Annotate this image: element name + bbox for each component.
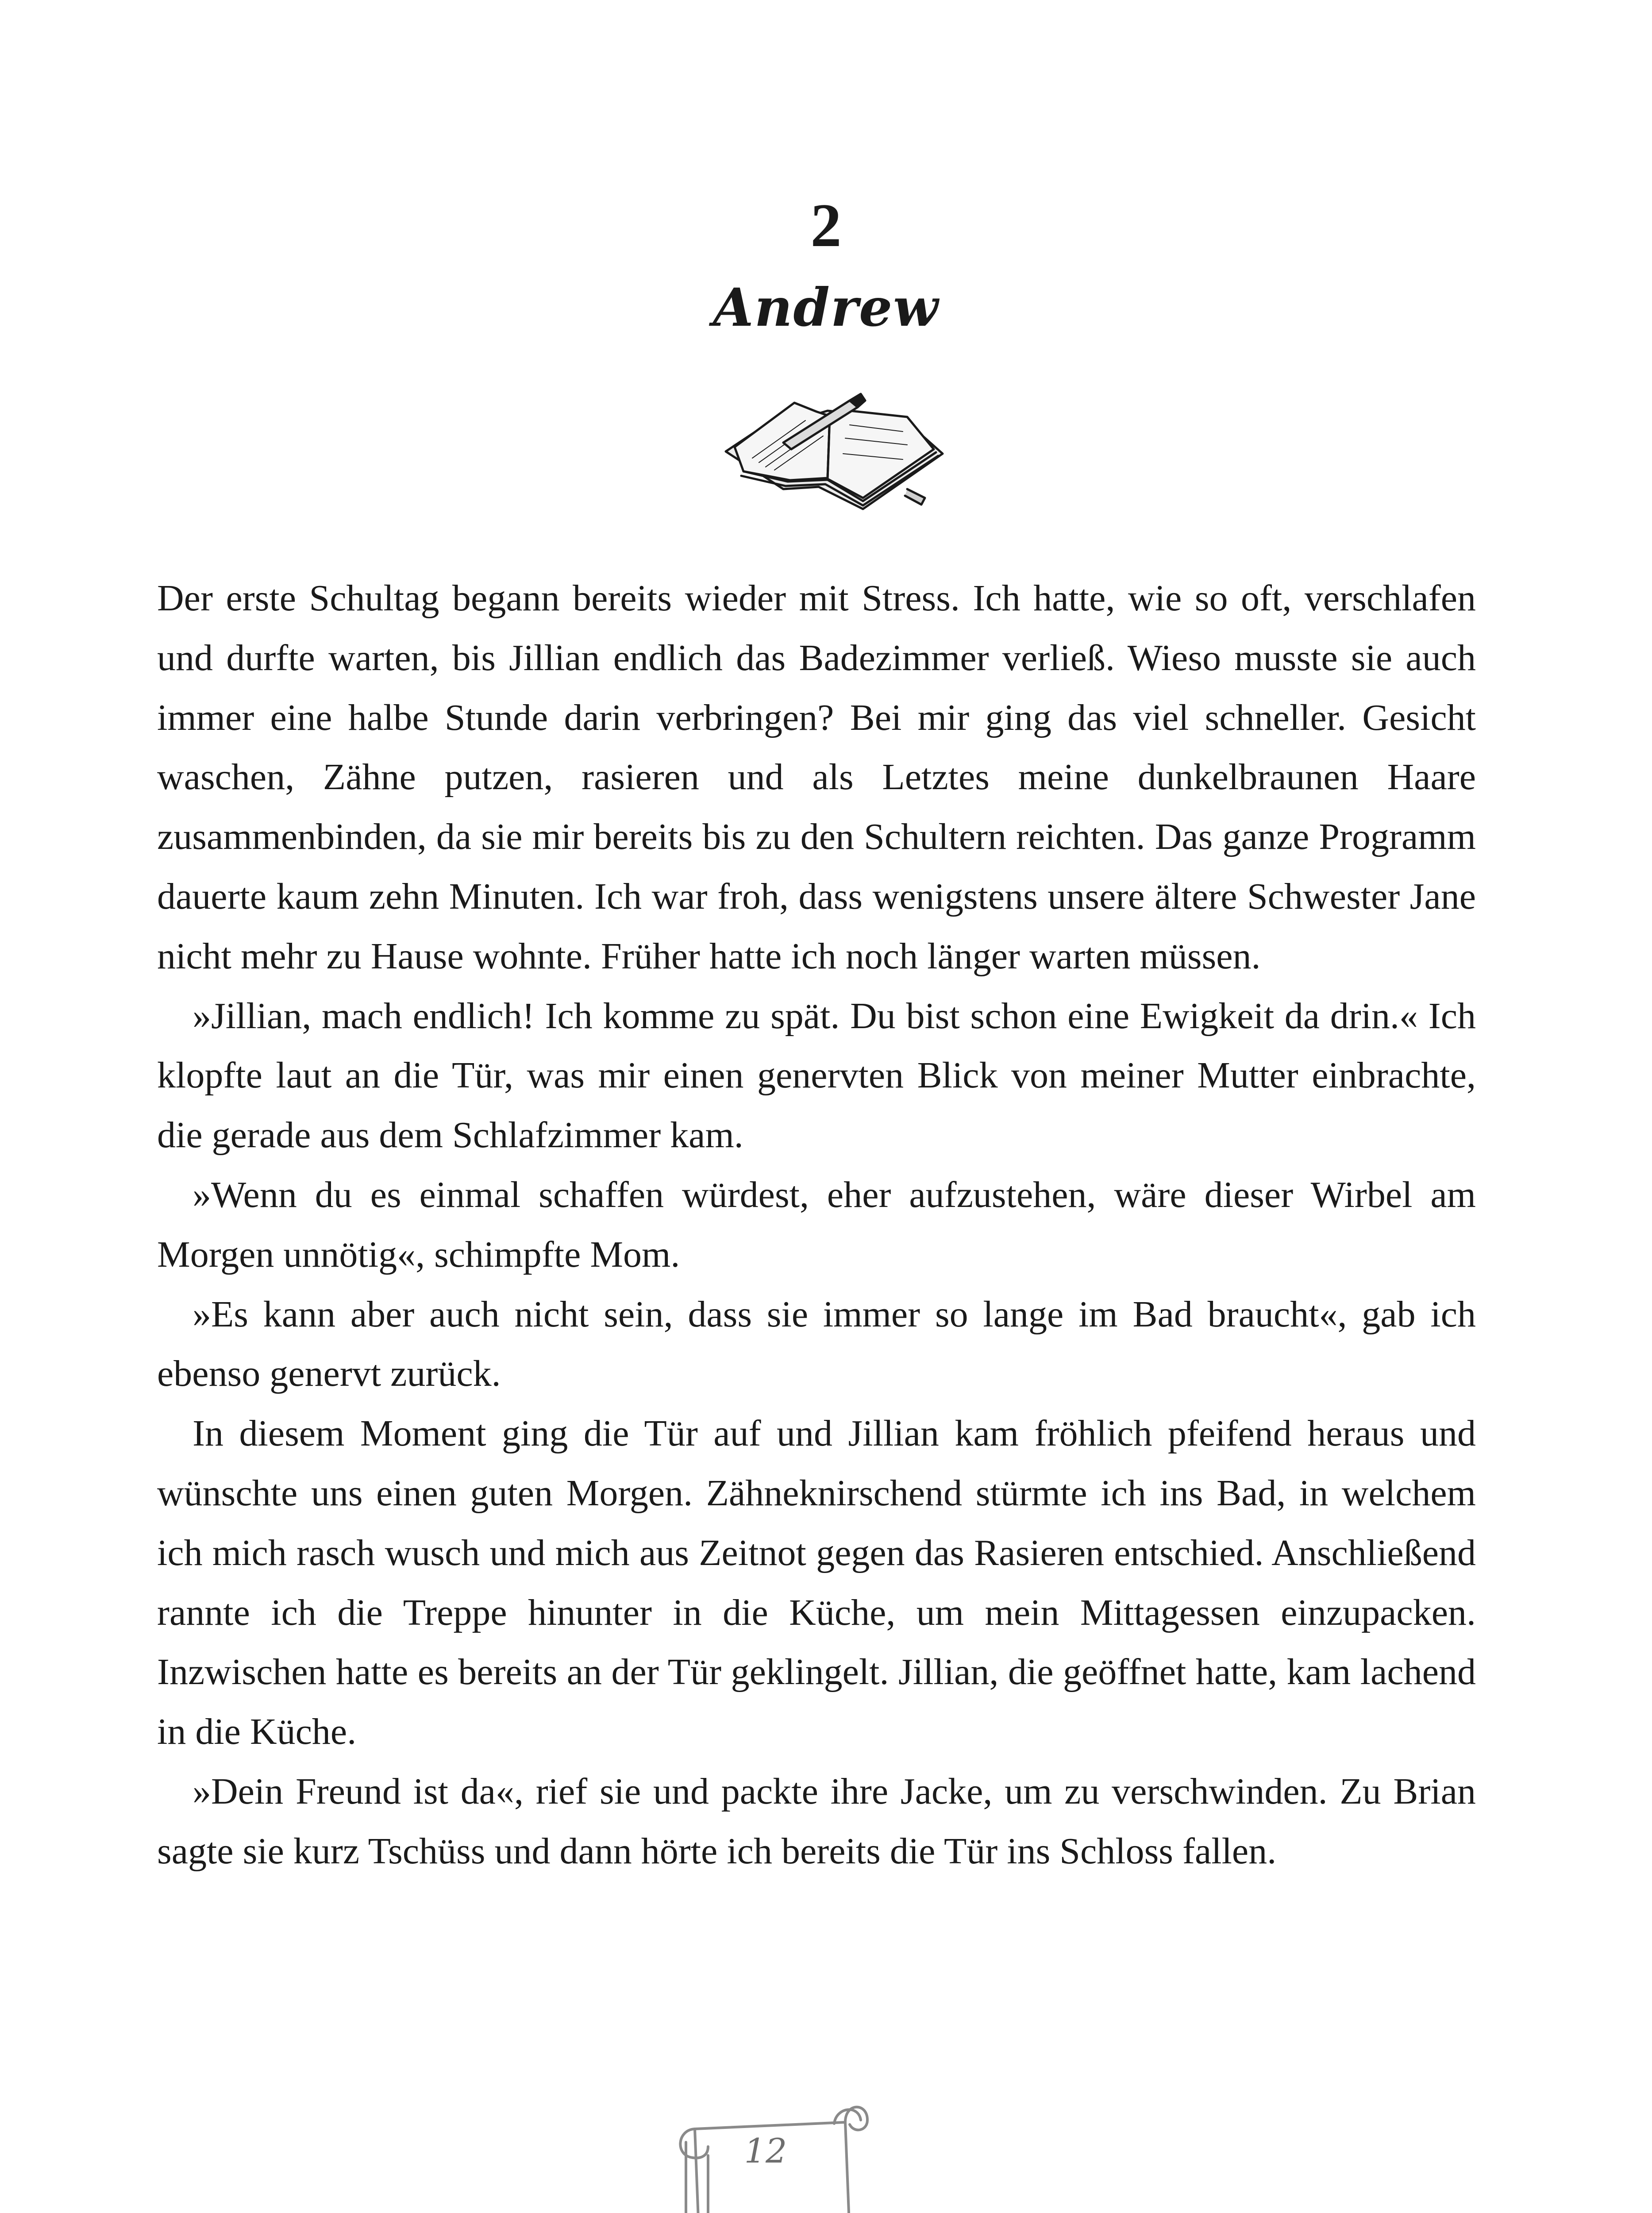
page-number: 12 (744, 2131, 787, 2171)
paragraph: Der erste Schultag begann bereits wieder mit Stress. Ich hatte, wie so oft, verschlafen und durfte warten, bis Jillian endlich das Badezimmer verließ. Wieso musste sie auch immer eine halbe Stunde darin verbringen? Bei mir ging das viel schneller. Gesicht waschen, Zähne putzen, rasieren und als Letztes meine dunkelbraunen Haare zusammenbinden, da sie mir bereits bis zu den Schultern reichten. Das ganze Programm dauerte kaum zehn Minuten. Ich war froh, dass wenigstens unsere ältere Schwester Jane nicht mehr zu Hause wohnte. Früher hatte ich noch länger warten müssen. (157, 578, 1476, 977)
chapter-title: Andrew (713, 277, 939, 338)
open-book-icon (717, 376, 947, 522)
paragraph: »Dein Freund ist da«, rief sie und packte ihre Jacke, um zu verschwinden. Zu Brian sagte sie kurz Tschüss und dann hörte ich bereits die Tür ins Schloss fallen. (157, 1770, 1476, 1872)
paragraph: »Es kann aber auch nicht sein, dass sie immer so lange im Bad braucht«, gab ich ebenso genervt zurück. (157, 1293, 1476, 1395)
paragraph: »Jillian, mach endlich! Ich komme zu spät. Du bist schon eine Ewigkeit da drin.« Ich klopfte laut an die Tür, was mir einen genervten Blick von meiner Mutter einbrachte, die gerade aus dem Schlafzimmer kam. (157, 995, 1476, 1156)
paragraph: In diesem Moment ging die Tür auf und Jillian kam fröhlich pfeifend heraus und wünschte uns einen guten Morgen. Zähneknirschend stürmte ich ins Bad, in welchem ich mich rasch wusch und mich aus Zeitnot gegen das Rasieren entschied. Anschließend rannte ich die Treppe hinunter in die Küche, um mein Mittagessen einzupacken. Inzwischen hatte es bereits an der Tür geklingelt. Jillian, die geöffnet hatte, kam lachend in die Küche. (157, 1413, 1476, 1753)
chapter-number: 2 (810, 191, 842, 260)
paragraph: »Wenn du es einmal schaffen würdest, eher aufzustehen, wäre dieser Wirbel am Morgen unnötig«, schimpfte Mom. (157, 1174, 1476, 1275)
body-text (157, 569, 1476, 1881)
